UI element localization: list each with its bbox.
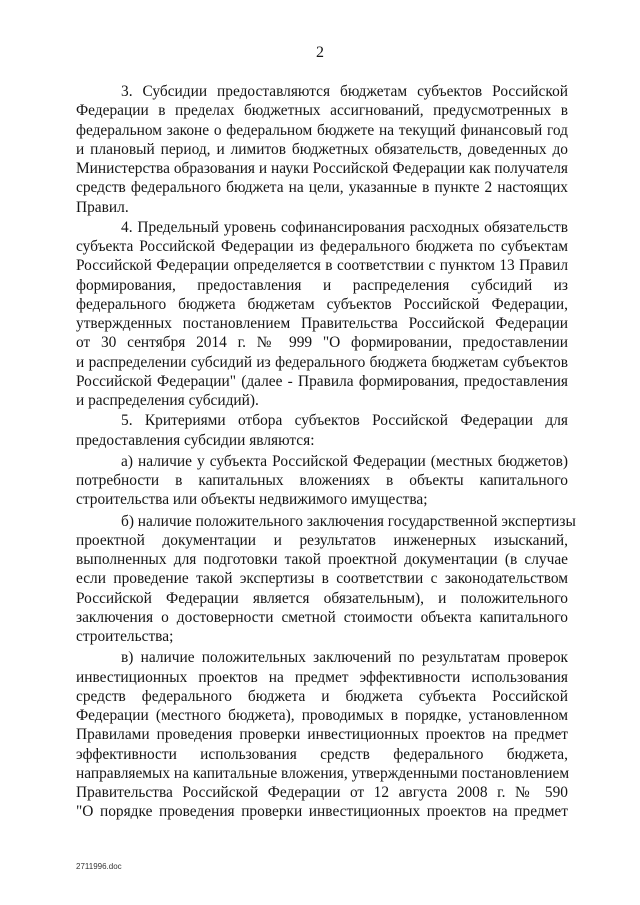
- text-line: выполненных для подготовки такой проектной документации (в случае: [76, 551, 568, 568]
- document-body: [76, 82, 576, 822]
- text-line: "О порядке проведения проверки инвестиционных проектов на предмет: [76, 803, 568, 821]
- text-line: утвержденных постановлением Правительства Российской Федерации: [76, 315, 568, 332]
- paragraph-3: [76, 82, 568, 217]
- text-line: строительства или объекты недвижимого имущества;: [76, 491, 428, 509]
- page-number: 2: [316, 44, 324, 61]
- text-line: проектной документации и результатов инженерных изысканий,: [76, 531, 568, 549]
- paragraph-5-subitem-a: [76, 452, 568, 510]
- text-line: Правил.: [76, 198, 129, 216]
- text-line: субъекта Российской Федерации из федерального бюджета по субъектам: [76, 238, 568, 255]
- text-line: формирования, предоставления и распределения субсидий из: [76, 276, 568, 294]
- paragraph-5-subitem-c: [76, 648, 568, 821]
- text-line: Федерации в пределах бюджетных ассигнований, предусмотренных в: [76, 102, 568, 120]
- text-line: 4. Предельный уровень софинансирования расходных обязательств: [121, 218, 568, 236]
- text-line: и распределения субсидий).: [76, 392, 259, 409]
- text-line: б) наличие положительного заключения государственной экспертизы: [121, 512, 576, 530]
- file-name-footer: 2711996.doc: [76, 862, 122, 871]
- text-line: и распределении субсидий из федерального бюджета бюджетам субъектов: [76, 353, 568, 371]
- text-line: в) наличие положительных заключений по результатам проверок: [121, 649, 568, 667]
- text-line: 3. Субсидии предоставляются бюджетам субъектов Российской: [121, 83, 568, 100]
- text-line: и плановый период, и лимитов бюджетных обязательств, доведенных до: [76, 140, 568, 158]
- text-line: а) наличие у субъекта Российской Федерации (местных бюджетов): [121, 452, 568, 470]
- text-line: направляемых на капитальные вложения, утвержденными постановлением: [76, 764, 570, 782]
- text-line: Министерства образования и науки Российской Федерации как получателя: [76, 160, 568, 177]
- text-line: инвестиционных проектов на предмет эффективности использования: [76, 668, 568, 686]
- text-line: Федерации (местного бюджета), проводимых в порядке, установленном: [76, 707, 568, 724]
- text-line: Российской Федерации определяется в соответствии с пунктом 13 Правил: [76, 257, 568, 275]
- text-line: 5. Критериями отбора субъектов Российской Федерации для: [121, 412, 568, 430]
- text-line: средств федерального бюджета и бюджета субъекта Российской: [76, 687, 568, 705]
- text-line: эффективности использования средств федерального бюджета,: [76, 745, 568, 763]
- text-line: предоставления субсидии являются:: [76, 431, 315, 449]
- text-line: если проведение такой экспертизы в соответствии с законодательством: [76, 570, 568, 588]
- text-line: федеральном законе о федеральном бюджете на текущий финансовый год: [76, 121, 568, 139]
- text-line: потребности в капитальных вложениях в объекты капитального: [76, 472, 568, 489]
- text-line: от 30 сентября 2014 г. № 999 "О формировании, предоставлении: [76, 334, 568, 352]
- text-line: строительства;: [76, 628, 174, 645]
- text-line: средств федерального бюджета на цели, указанные в пункте 2 настоящих: [76, 179, 568, 197]
- text-line: заключения о достоверности сметной стоимости объекта капитального: [76, 608, 568, 626]
- text-line: федерального бюджета бюджетам субъектов Российской Федерации,: [76, 295, 568, 313]
- text-line: Российской Федерации является обязательным), и положительного: [76, 589, 568, 607]
- text-line: Правилами проведения проверки инвестиционных проектов на предмет: [76, 726, 568, 744]
- text-line: Правительства Российской Федерации от 12 августа 2008 г. № 590: [76, 784, 568, 801]
- paragraph-4: [76, 218, 568, 411]
- paragraph-5-subitem-b: [76, 512, 576, 647]
- text-line: Российской Федерации" (далее - Правила формирования, предоставления: [76, 372, 568, 390]
- paragraph-5: [76, 411, 568, 450]
